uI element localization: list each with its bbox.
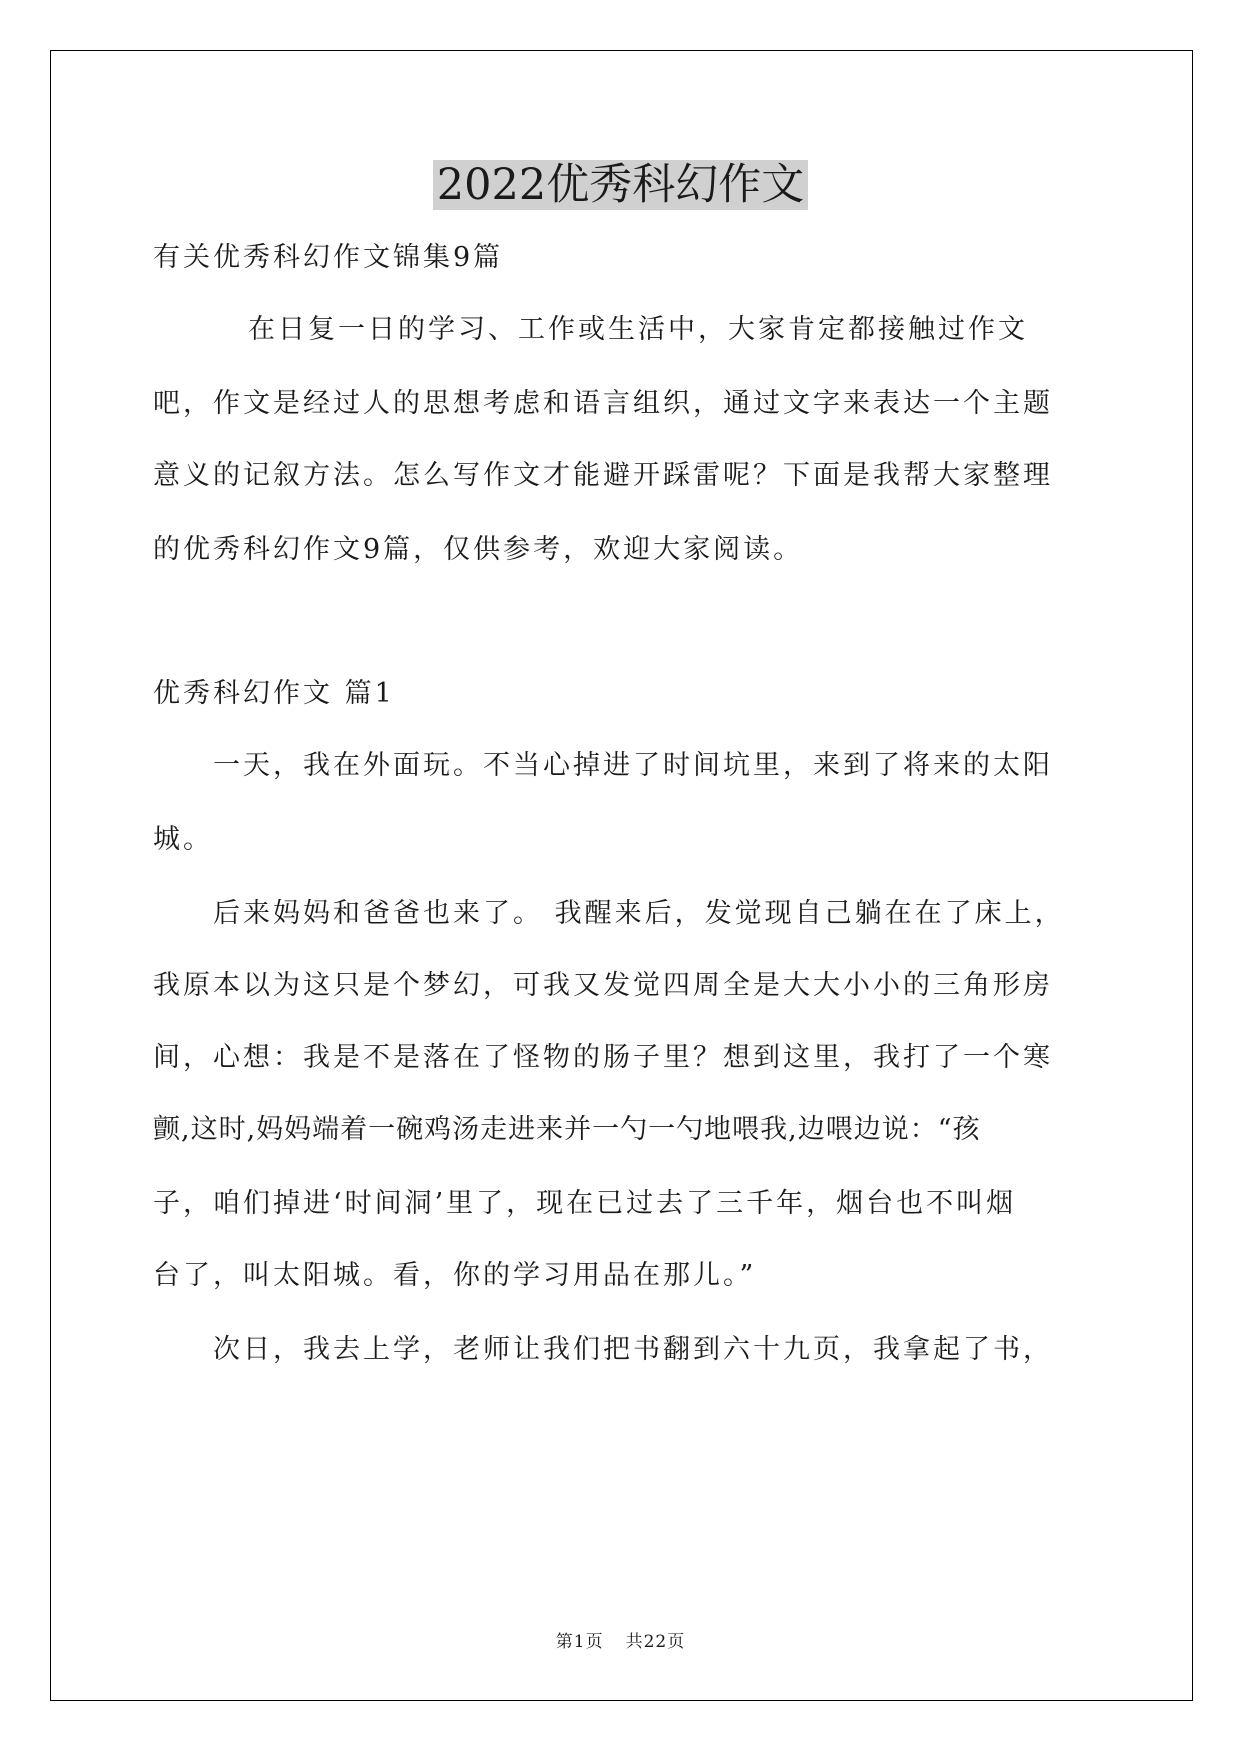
page-footer (0, 1630, 1241, 1654)
body-line: 一天，我在外面玩。不当心掉进了时间坑里，来到了将来的太阳 (213, 750, 1053, 781)
intro-line: 的优秀科幻作文9篇，仅供参考，欢迎大家阅读。 (153, 534, 804, 565)
body-line: 子，咱们掉进‘时间洞’里了，现在已过去了三千年，烟台也不叫烟 (153, 1188, 1017, 1219)
body-line: 后来妈妈和爸爸也来了。 我醒来后，发觉现自己躺在在了床上， (213, 898, 1065, 929)
document-title-text: 2022优秀科幻作文 (433, 160, 808, 210)
section-heading: 优秀科幻作文 篇1 (153, 678, 395, 709)
page-border (50, 50, 1193, 1701)
body-line: 我原本以为这只是个梦幻，可我又发觉四周全是大大小小的三角形房 (153, 970, 1053, 1001)
document-subtitle: 有关优秀科幻作文锦集9篇 (153, 242, 504, 273)
intro-line: 在日复一日的学习、工作或生活中，大家肯定都接触过作文 (248, 314, 1028, 345)
page-total: 共22页 (625, 1632, 686, 1652)
body-line: 间，心想：我是不是落在了怪物的肠子里？想到这里，我打了一个寒 (153, 1042, 1053, 1073)
body-line: 次日，我去上学，老师让我们把书翻到六十九页，我拿起了书， (213, 1334, 1053, 1365)
page-number: 第1页 (555, 1632, 604, 1652)
intro-line: 意义的记叙方法。怎么写作文才能避开踩雷呢？下面是我帮大家整理 (153, 460, 1053, 491)
body-line: 台了，叫太阳城。看，你的学习用品在那儿。” (153, 1260, 757, 1291)
body-line: 颤,这时,妈妈端着一碗鸡汤走进来并一勺一勺地喂我,边喂边说：“孩 (153, 1114, 981, 1145)
intro-line: 吧，作文是经过人的思想考虑和语言组织，通过文字来表达一个主题 (153, 388, 1053, 419)
body-line: 城。 (153, 824, 213, 855)
document-title (0, 157, 1241, 213)
